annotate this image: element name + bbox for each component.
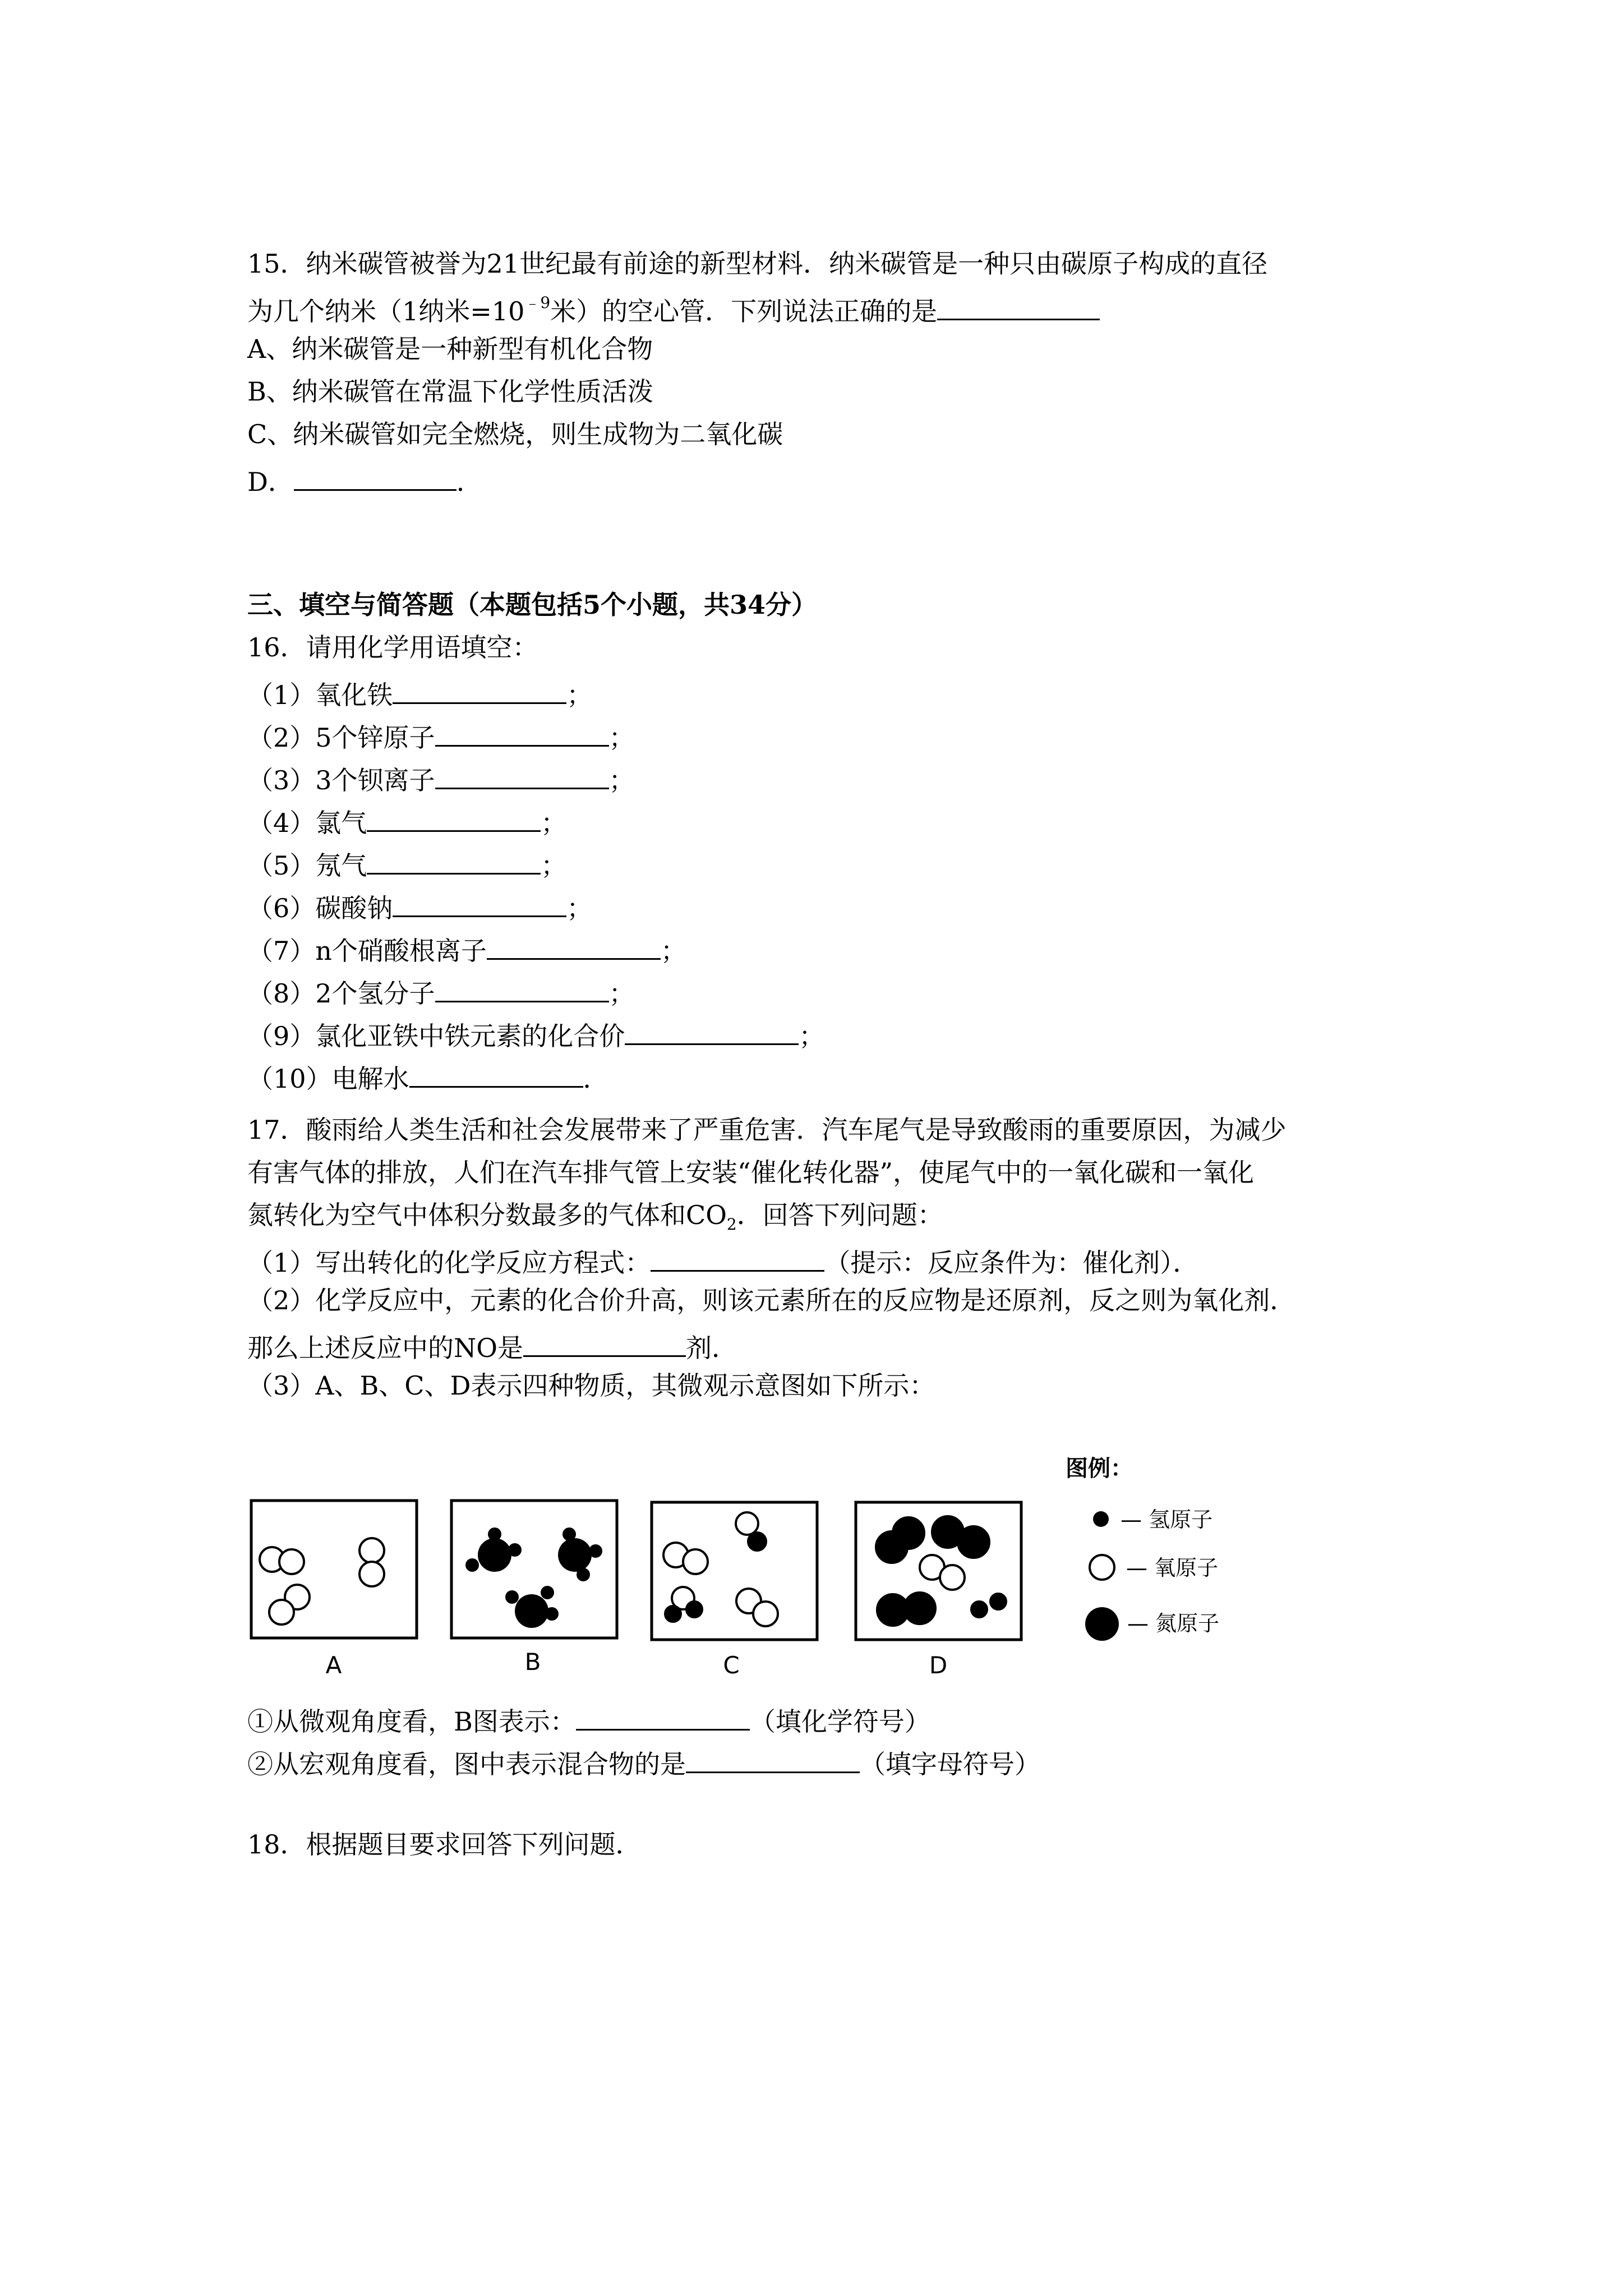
legend-title: 图例： [1066, 1456, 1133, 1481]
q17-stem-line3 [247, 1194, 943, 1236]
q17-part2-line1: （2）化学反应中，元素的化合价升高，则该元素所在的反应物是还原剂，反之则为氧化剂． [247, 1285, 1296, 1315]
legend-oxygen-label: — 氧原子 [1126, 1556, 1219, 1580]
q16-item-blank[interactable] [367, 839, 541, 875]
q17-part1 [247, 1236, 1198, 1284]
microscopic-diagram [241, 1450, 1267, 1691]
q16-item [247, 1052, 609, 1100]
q15-option-d-blank[interactable] [294, 455, 457, 491]
q16-item-end: ； [660, 936, 686, 966]
hydrogen-atom [545, 1607, 559, 1621]
q16-item [247, 882, 592, 930]
box-a [251, 1501, 417, 1679]
q17-sub2-text: ②从宏观角度看，图中表示混合物的是 [247, 1749, 686, 1779]
q16-item-blank[interactable] [435, 711, 609, 747]
q15-stem-line1: 15．纳米碳管被誉为21世纪最有前途的新型材料．纳米碳管是一种只由碳原子构成的直径 [247, 249, 1268, 279]
q16-item [247, 754, 635, 802]
nitrogen-atom [478, 1538, 511, 1572]
oxygen-atom [279, 1549, 304, 1574]
box-b [451, 1501, 617, 1676]
hydrogen-atom [990, 1594, 1006, 1609]
q16-item-end: ． [583, 1064, 609, 1094]
q17-sub1-hint: （填化学符号） [749, 1706, 930, 1737]
q17-stem-line2: 有害气体的排放，人们在汽车排气管上安装“催化转化器”，使尾气中的一氧化碳和一氧化 [247, 1157, 1255, 1188]
q16-item-blank[interactable] [435, 754, 609, 789]
q17-part2-blank[interactable] [523, 1322, 686, 1357]
q16-item-blank[interactable] [487, 924, 661, 960]
q16-item-blank[interactable] [367, 797, 541, 832]
hydrogen-atom [505, 1590, 519, 1604]
q16-item [247, 924, 686, 972]
q16-item-blank[interactable] [393, 882, 566, 917]
box-c [652, 1502, 817, 1679]
hydrogen-atom [508, 1543, 522, 1557]
box-d [856, 1502, 1021, 1679]
q17-part1-hint: （提示：反应条件为：催化剂）． [824, 1248, 1199, 1278]
box-a-label: A [325, 1651, 342, 1679]
q16-item [247, 669, 592, 716]
q16-item-end: ； [608, 978, 635, 1009]
q16-item-blank[interactable] [409, 1052, 583, 1088]
oxygen-atom [359, 1538, 384, 1563]
q16-item [247, 711, 635, 759]
q16-item-blank[interactable] [435, 967, 609, 1002]
q16-item-end: ； [608, 723, 635, 753]
q15-option-d-end: ． [456, 467, 482, 497]
q16-item [247, 1010, 824, 1057]
q17-sub2-hint: （填字母符号） [860, 1749, 1040, 1779]
q16-item-label: （2）5个锌原子 [247, 723, 435, 753]
nitrogen-atom [958, 1526, 989, 1558]
hydrogen-atom [465, 1558, 479, 1572]
q17-sub1-text: ①从微观角度看，B图表示： [247, 1706, 576, 1737]
q17-sub1-blank[interactable] [576, 1695, 750, 1731]
oxygen-atom [736, 1512, 758, 1535]
legend-hydrogen-icon [1093, 1511, 1109, 1527]
q16-item-label: （4）氯气 [247, 808, 367, 838]
q16-item-label: （1）氧化铁 [247, 680, 393, 710]
legend-nitrogen-icon [1085, 1607, 1119, 1641]
q15-option-c: C、纳米碳管如完全燃烧，则生成物为二氧化碳 [247, 419, 783, 449]
box-c-label: C [723, 1651, 740, 1679]
q18-stem: 18．根据题目要求回答下列问题． [247, 1829, 642, 1860]
q16-item-end: ； [566, 893, 593, 923]
q16-item [247, 967, 635, 1015]
nitrogen-atom [558, 1538, 592, 1572]
q16-item [247, 797, 566, 844]
hydrogen-atom [488, 1527, 501, 1541]
q17-part3: （3）A、B、C、D表示四种物质，其微观示意图如下所示： [247, 1370, 935, 1401]
q17-part2-end: 剂． [685, 1333, 737, 1363]
q16-stem: 16．请用化学用语填空： [247, 632, 538, 662]
q15-option-d-label: D． [247, 467, 294, 497]
hydrogen-atom [562, 1527, 576, 1541]
q17-sub1 [247, 1695, 930, 1743]
q16-item-end: ； [608, 765, 635, 795]
hydrogen-atom [686, 1602, 702, 1617]
q16-item-end: ； [799, 1021, 825, 1051]
q15-option-a: A、纳米碳管是一种新型有机化合物 [247, 334, 653, 364]
q16-item-blank[interactable] [625, 1010, 799, 1045]
q16-item-end: ； [566, 680, 593, 710]
hydrogen-atom [748, 1533, 766, 1550]
q16-item-label: （8）2个氢分子 [247, 978, 435, 1009]
nitrogen-atom [515, 1594, 548, 1628]
q17-stem-line1: 17．酸雨给人类生活和社会发展带来了严重危害．汽车尾气是导致酸雨的重要原因，为减少 [247, 1115, 1287, 1145]
legend-oxygen-icon [1090, 1555, 1114, 1580]
nitrogen-atom [904, 1593, 935, 1624]
q16-item-label: （5）氖气 [247, 850, 367, 881]
hydrogen-atom [665, 1606, 681, 1622]
q16-item-label: （9）氯化亚铁中铁元素的化合价 [247, 1021, 625, 1051]
q15-exponent: ﹣9 [524, 293, 551, 312]
hydrogen-atom [971, 1602, 987, 1617]
q17-sub2 [247, 1738, 1040, 1786]
q16-item-end: ； [541, 808, 567, 838]
oxygen-atom [683, 1549, 708, 1574]
q16-item-label: （3）3个钡离子 [247, 765, 435, 795]
q16-item-label: （10）电解水 [247, 1064, 409, 1094]
oxygen-atom [940, 1565, 965, 1590]
q17-sub2-blank[interactable] [686, 1738, 860, 1773]
q16-item-end: ； [541, 850, 567, 881]
q16-item-label: （7）n个硝酸根离子 [247, 936, 487, 966]
q15-answer-blank[interactable] [937, 285, 1100, 320]
hydrogen-atom [589, 1544, 602, 1558]
q15-line2-pre: 为几个纳米（1纳米=10 [247, 296, 525, 326]
q17-line3-pre: 氮转化为空气中体积分数最多的气体和CO [247, 1200, 727, 1230]
q15-line2-post: 米）的空心管．下列说法正确的是 [550, 296, 938, 326]
q17-line3-post: ．回答下列问题： [736, 1200, 943, 1230]
q15-option-d [247, 455, 482, 503]
legend-nitrogen-label: — 氮原子 [1127, 1611, 1220, 1636]
hydrogen-atom [577, 1568, 590, 1581]
hydrogen-atom [541, 1586, 554, 1599]
oxygen-atom [359, 1562, 384, 1586]
legend-hydrogen-label: — 氢原子 [1121, 1507, 1213, 1532]
oxygen-atom [269, 1600, 294, 1625]
q15-stem-line2 [247, 285, 1100, 333]
q17-part1-blank[interactable] [651, 1236, 824, 1272]
q15-option-b: B、纳米碳管在常温下化学性质活泼 [247, 376, 653, 407]
q16-item-blank[interactable] [393, 669, 566, 704]
q17-part1-text: （1）写出转化的化学反应方程式： [247, 1248, 651, 1278]
nitrogen-atom [893, 1517, 924, 1549]
q17-co2-subscript: 2 [726, 1215, 737, 1234]
q16-item-label: （6）碳酸钠 [247, 893, 393, 923]
section-3-heading: 三、填空与简答题（本题包括5个小题，共34分） [247, 590, 818, 620]
box-d-label: D [929, 1651, 948, 1679]
q17-part2-text: 那么上述反应中的NO是 [247, 1333, 523, 1363]
legend [1066, 1456, 1219, 1641]
oxygen-atom [753, 1602, 778, 1626]
q17-part2-line2 [247, 1322, 737, 1369]
q16-item [247, 839, 566, 887]
box-b-label: B [524, 1648, 541, 1676]
